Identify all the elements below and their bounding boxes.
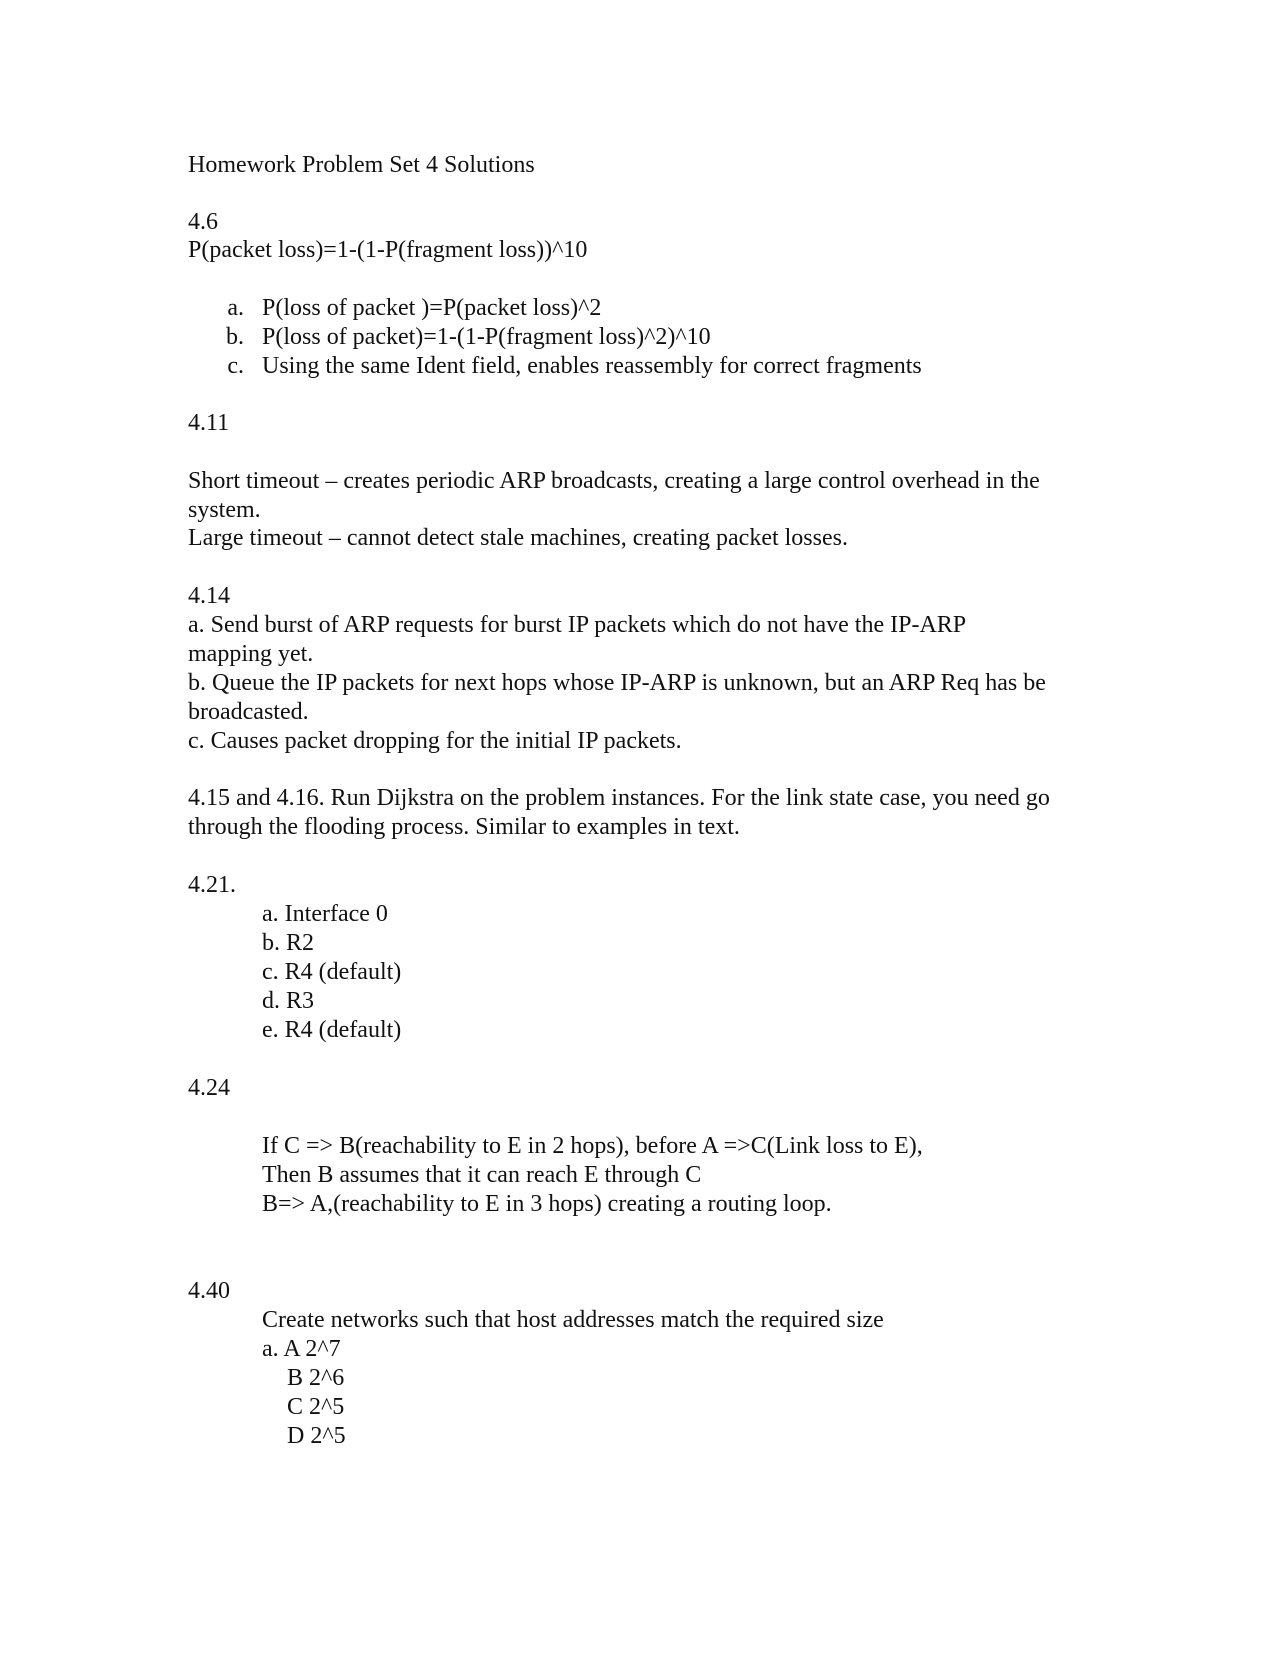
problem-4-40-item: a. A 2^7 bbox=[262, 1336, 341, 1362]
problem-4-24-line: B=> A,(reachability to E in 3 hops) creating a routing loop. bbox=[262, 1191, 832, 1217]
problem-4-15-line: through the flooding process. Similar to examples in text. bbox=[188, 814, 740, 840]
problem-4-6-item-c-text: Using the same Ident field, enables reassembly for correct fragments bbox=[262, 353, 922, 379]
problem-4-6-item-a-marker: a. bbox=[227, 295, 244, 321]
document-title: Homework Problem Set 4 Solutions bbox=[188, 152, 535, 178]
problem-4-40-item: B 2^6 bbox=[287, 1365, 345, 1391]
problem-4-11-heading: 4.11 bbox=[188, 410, 230, 436]
problem-4-24-line: If C => B(reachability to E in 2 hops), before A =>C(Link loss to E), bbox=[262, 1133, 923, 1159]
problem-4-21-item: e. R4 (default) bbox=[262, 1017, 402, 1043]
problem-4-21-item: d. R3 bbox=[262, 988, 315, 1014]
problem-4-21-item: c. R4 (default) bbox=[262, 959, 402, 985]
problem-4-11-line: system. bbox=[188, 497, 261, 523]
problem-4-14-line: mapping yet. bbox=[188, 641, 314, 667]
problem-4-11-line: Large timeout – cannot detect stale machines, creating packet losses. bbox=[188, 525, 848, 551]
problem-4-6-item-b-text: P(loss of packet)=1-(1-P(fragment loss)^2)^10 bbox=[262, 324, 711, 350]
problem-4-11-line: Short timeout – creates periodic ARP broadcasts, creating a large control overhead in the bbox=[188, 468, 1040, 494]
problem-4-21-item: b. R2 bbox=[262, 930, 315, 956]
problem-4-15-line: 4.15 and 4.16. Run Dijkstra on the problem instances. For the link state case, you need go bbox=[188, 785, 1050, 811]
problem-4-21-heading: 4.21. bbox=[188, 872, 236, 898]
problem-4-21-item: a. Interface 0 bbox=[262, 901, 388, 927]
problem-4-24-line: Then B assumes that it can reach E through C bbox=[262, 1162, 702, 1188]
problem-4-40-heading: 4.40 bbox=[188, 1278, 230, 1304]
problem-4-40-item: D 2^5 bbox=[287, 1423, 346, 1449]
problem-4-6-heading: 4.6 bbox=[188, 209, 218, 235]
problem-4-40-intro: Create networks such that host addresses match the required size bbox=[262, 1307, 884, 1333]
problem-4-40-item: C 2^5 bbox=[287, 1394, 345, 1420]
problem-4-6-formula: P(packet loss)=1-(1-P(fragment loss))^10 bbox=[188, 237, 588, 263]
problem-4-6-item-a-text: P(loss of packet )=P(packet loss)^2 bbox=[262, 295, 602, 321]
problem-4-24-heading: 4.24 bbox=[188, 1075, 230, 1101]
problem-4-6-item-b-marker: b. bbox=[226, 324, 244, 350]
problem-4-14-line: b. Queue the IP packets for next hops whose IP-ARP is unknown, but an ARP Req has be bbox=[188, 670, 1046, 696]
problem-4-6-item-c-marker: c. bbox=[227, 353, 244, 379]
problem-4-14-line: a. Send burst of ARP requests for burst IP packets which do not have the IP-ARP bbox=[188, 612, 967, 638]
problem-4-14-heading: 4.14 bbox=[188, 583, 230, 609]
problem-4-14-line: c. Causes packet dropping for the initial IP packets. bbox=[188, 728, 682, 754]
problem-4-14-line: broadcasted. bbox=[188, 699, 309, 725]
